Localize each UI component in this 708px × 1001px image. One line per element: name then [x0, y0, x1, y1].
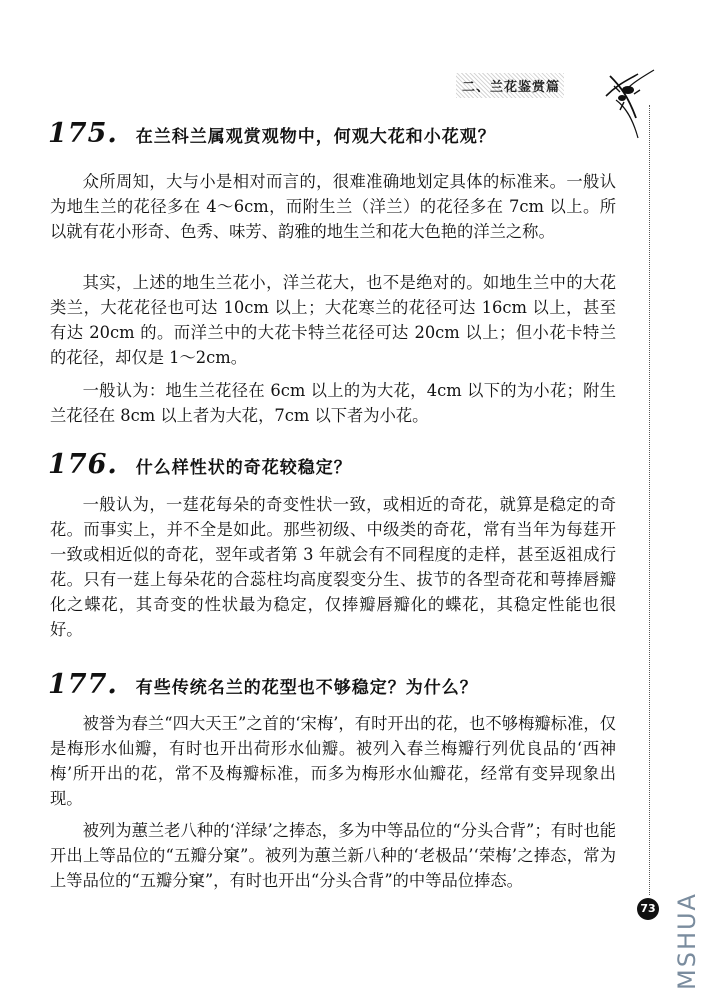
question-number: 177. [48, 669, 118, 700]
paragraph: 一般认为，一莛花每朵的奇变性状一致，或相近的奇花，就算是稳定的奇花。而事实上，并不全是如此。那些初级、中级类的奇花，常有当年为每莛开一致或相近似的奇花，翌年或者第 3 年就会有不同程度的走样，甚至返祖成行花。只有一莛上每朵花的合蕊柱均高度裂变分生、拔节的各型奇花和萼捧唇瓣化之蝶花，其奇变的性状最为稳定，仅捧瓣唇瓣化的蝶花，其稳定性能也很好。 [50, 495, 616, 639]
paragraph: 其实，上述的地生兰花小，洋兰花大，也不是绝对的。如地生兰中的大花类兰，大花花径也可达 10cm 以上；大花寒兰的花径可达 16cm 以上，甚至有达 20cm 的。而洋兰中的大花卡特兰花径可达 20cm 以上；但小花卡特兰的花径，却仅是 1～2cm。 [50, 273, 616, 367]
margin-dotted-rule [649, 105, 650, 895]
paragraph: 一般认为：地生兰花径在 6cm 以上的为大花，4cm 以下的为小花；附生兰花径在 8cm 以上者为大花，7cm 以下者为小花。 [50, 381, 616, 425]
watermark [672, 885, 702, 997]
question-number: 176. [48, 449, 118, 480]
question-heading [48, 449, 352, 480]
watermark-text: MSHUA [673, 892, 702, 990]
question-heading [48, 118, 496, 149]
paragraph: 被誉为春兰“四大天王”之首的‘宋梅’，有时开出的花，也不够梅瓣标准，仅是梅形水仙瓣，有时也开出荷形水仙瓣。被列入春兰梅瓣行列优良品的‘西神梅’所开出的花，常不及梅瓣标准，而多为梅形水仙瓣花，经常有变异现象出现。 [50, 714, 616, 808]
page-number: 73 [637, 898, 659, 920]
paragraph: 被列为蕙兰老八种的‘洋绿’之捧态，多为中等品位的“分头合背”；有时也能开出上等品位的“五瓣分窠”。被列为蕙兰新八种的‘老极品’‘荣梅’之捧态，常为上等品位的“五瓣分窠”，有时也开出“分头合背”的中等品位捧态。 [50, 821, 616, 890]
question-heading [48, 669, 478, 700]
paragraph: 众所周知，大与小是相对而言的，很难准确地划定具体的标准来。一般认为地生兰的花径多在 4～6cm，而附生兰（洋兰）的花径多在 7cm 以上。所以就有花小形奇、色秀、味芳、韵雅的地生兰和花大色艳的洋兰之称。 [50, 172, 616, 241]
question-number: 175. [48, 118, 118, 149]
question-title: 有些传统名兰的花型也不够稳定？为什么？ [135, 678, 478, 698]
question-title: 什么样性状的奇花较稳定？ [135, 458, 352, 478]
page-header-title: 二、兰花鉴赏篇 [462, 76, 560, 95]
question-title: 在兰科兰属观赏观物中，何观大花和小花观？ [135, 127, 496, 147]
